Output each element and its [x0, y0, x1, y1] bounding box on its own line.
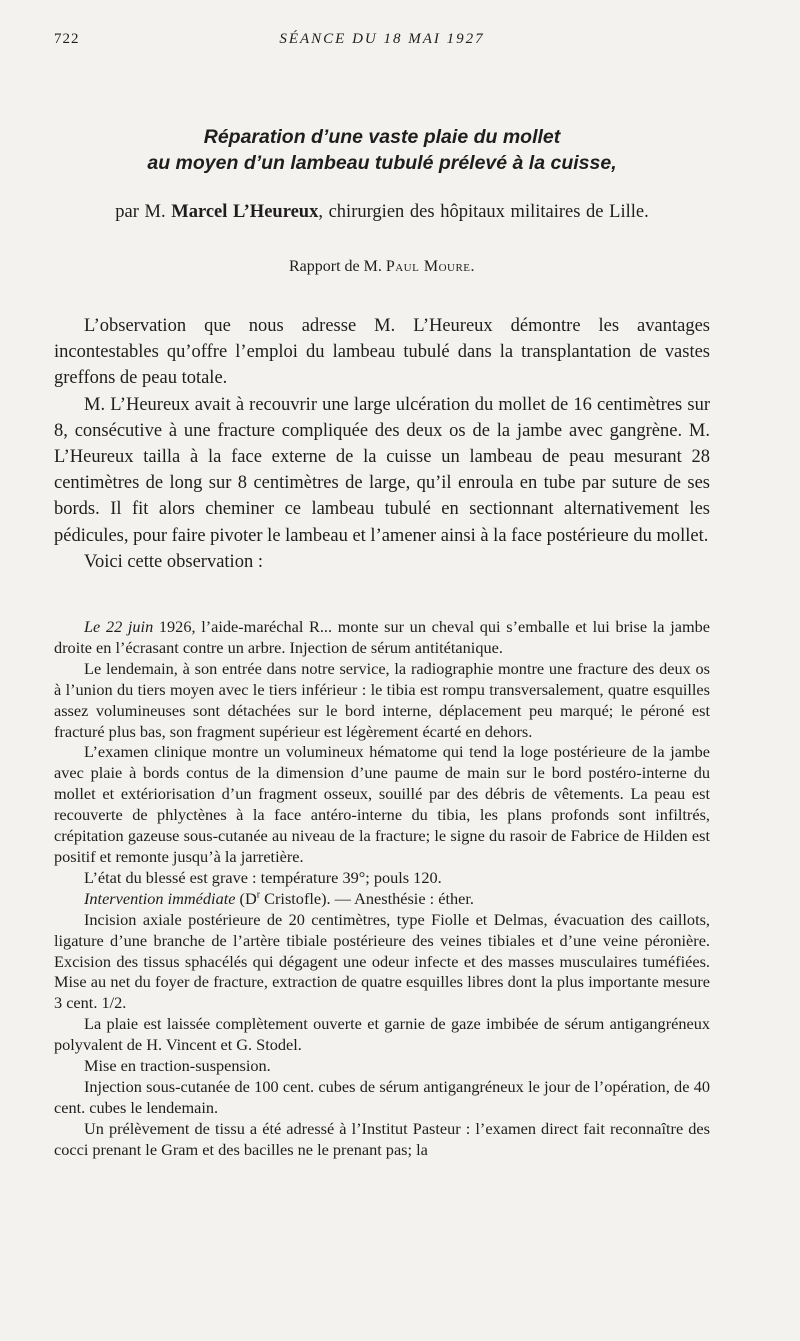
intervention-label: Intervention immédiate [84, 888, 236, 908]
observation-text: (D [235, 888, 257, 908]
running-head [54, 31, 710, 51]
report-prefix: Rapport de M. [288, 258, 386, 275]
report-line [54, 256, 710, 278]
observation-text: 1926, l’aide-maréchal R... monte sur un cheval qui s’emballe et lui brise la jambe droite en l’écrasant contre un arbre. Injection de sérum antitétanique. [54, 617, 710, 657]
clinical-observation [54, 617, 710, 1161]
article-title [54, 124, 710, 176]
article-title-line-2: au moyen d’un lambeau tubulé prélevé à la cuisse, [147, 152, 617, 174]
report-body [54, 313, 710, 575]
byline-prefix: par M. [115, 202, 172, 222]
page-number: 722 [54, 31, 80, 47]
byline-suffix: , chirurgien des hôpitaux militaires de Lille. [318, 202, 649, 222]
body-paragraph: M. L’Heureux avait à recouvrir une large ulcération du mollet de 16 centimètres sur 8, consécutive à une fracture compliquée des deux os de la jambe avec gangrène. M. L’Heureux tailla à la face externe de la cuisse un lambeau de peau mesurant 28 centimètres de long sur 8 centimètres de large, qu’il enroula en tube par suture de ses bords. Il fit alors cheminer ce lambeau tubulé en sectionnant alternativement les pédicules, pour faire pivoter le lambeau et l’amener ainsi à la face postérieure du mollet. [54, 394, 710, 546]
author-name: Marcel L’Heureux [171, 202, 319, 222]
observation-paragraph [54, 617, 710, 659]
rapporteur-name: Paul Moure. [385, 258, 476, 275]
body-paragraph: L’observation que nous adresse M. L’Heureux démontre les avantages incontestables qu’offre l’emploi du lambeau tubulé dans la transplantation de vastes greffons de peau totale. [54, 316, 710, 389]
byline [54, 199, 710, 225]
observation-paragraph: Le lendemain, à son entrée dans notre service, la radiographie montre une fracture des deux os à l’union du tiers moyen avec le tiers inférieur : le tibia est rompu transversalement, quatre esquilles assez volumineuses sont détachées sur le bord interne, déplacement peu marqué; le péroné est fracturé plus bas, son fragment supérieur est légèrement écarté en dehors. [54, 658, 710, 741]
body-paragraph: Voici cette observation : [84, 551, 263, 572]
observation-paragraph: Injection sous-cutanée de 100 cent. cubes de sérum antigangréneux le jour de l’opération, de 40 cent. cubes le lendemain. [54, 1076, 710, 1117]
observation-paragraph: L’examen clinique montre un volumineux hématome qui tend la loge postérieure de la jambe avec plaie à bords contus de la dimension d’une paume de main sur le bord postéro-interne du mollet et extériorisation d’un fragment osseux, souillé par des débris de vêtements. La peau est recouverte de phlyctènes à la face antéro-interne du tibia, les plans profonds sont infiltrés, crépitation gazeuse sous-cutanée au niveau de la fracture; le signe du rasoir de Fabrice de Hilden est positif et remonte jusqu’à la jarretière. [54, 742, 710, 866]
observation-paragraph: La plaie est laissée complètement ouverte et garnie de gaze imbibée de sérum antigangréneux polyvalent de H. Vincent et G. Stodel. [54, 1014, 710, 1055]
article-title-line-1: Réparation d’une vaste plaie du mollet [203, 126, 561, 148]
observation-date: Le 22 juin [84, 617, 154, 636]
observation-paragraph: Un prélèvement de tissu a été adressé à l’Institut Pasteur : l’examen direct fait reconnaître des cocci prenant le Gram et des bacilles ne le prenant pas; la [54, 1118, 710, 1159]
observation-paragraph: Incision axiale postérieure de 20 centimètres, type Fiolle et Delmas, évacuation des caillots, ligature d’une branche de l’artère tibiale postérieure des veines tibiales et d’une veine péronière. Excision des tissus sphacélés qui dégagent une odeur infecte et des masses musculaires tuméfiées. Mise au net du foyer de fracture, extraction de quatre esquilles libres dont la plus importante mesure 3 cent. 1/2. [54, 909, 710, 1013]
superscript: r [256, 889, 261, 901]
session-title: SÉANCE DU 18 MAI 1927 [279, 31, 485, 47]
observation-paragraph [54, 889, 710, 910]
observation-paragraph: L’état du blessé est grave : température 39°; pouls 120. [84, 867, 442, 887]
observation-text: Cristofle). — Anesthésie : éther. [260, 888, 474, 908]
observation-paragraph: Mise en traction-suspension. [84, 1056, 271, 1076]
